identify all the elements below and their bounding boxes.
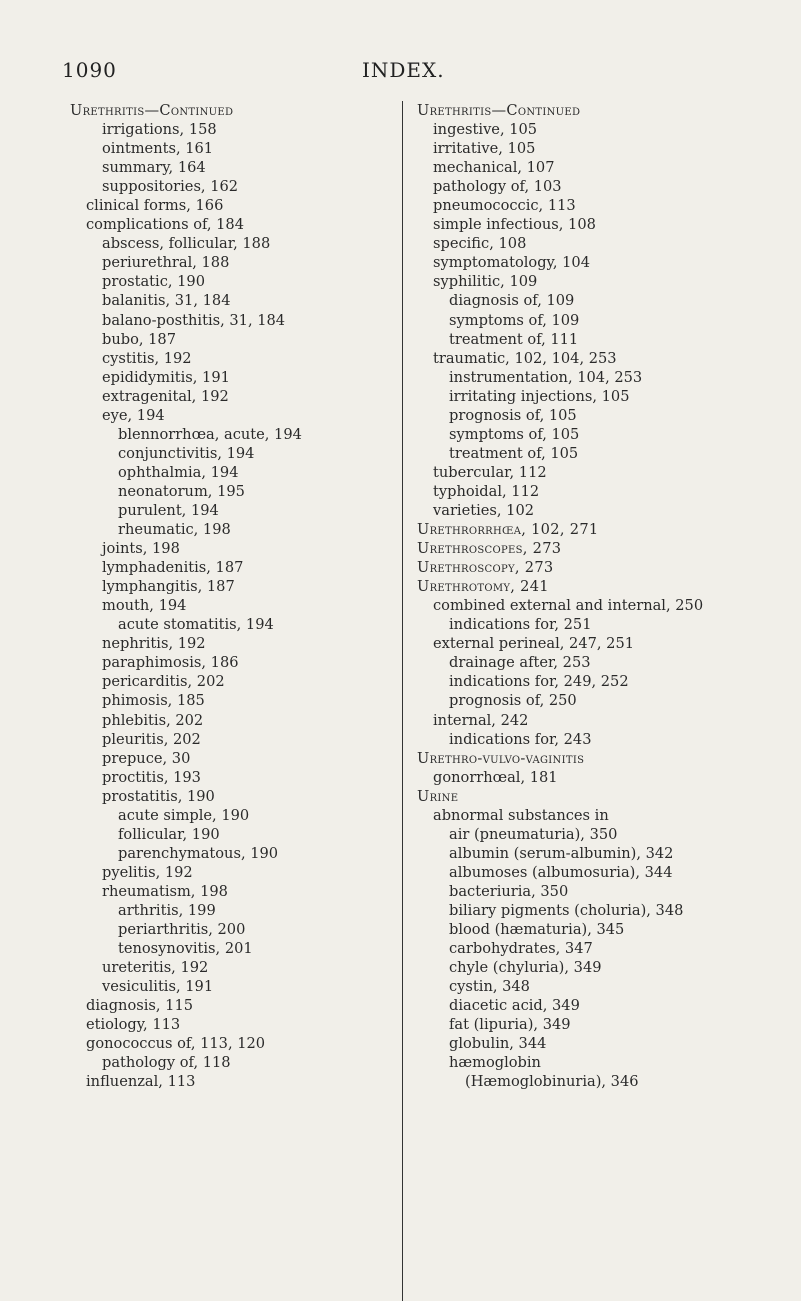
index-entry: irritative, 105: [433, 140, 536, 158]
running-head: INDEX.: [362, 58, 445, 82]
index-entry: Urethroscopes, 273: [417, 540, 562, 558]
index-entry: irrigations, 158: [102, 121, 217, 139]
index-entry: proctitis, 193: [102, 768, 201, 786]
index-entry: prostatitis, 190: [102, 787, 215, 805]
index-entry: conjunctivitis, 194: [118, 444, 255, 462]
index-entry: internal, 242: [433, 711, 529, 729]
index-entry: epididymitis, 191: [102, 368, 230, 386]
index-entry: instrumentation, 104, 253: [449, 368, 643, 386]
index-entry: pneumococcic, 113: [433, 197, 576, 215]
index-entry: Urethro-vulvo-vaginitis: [417, 749, 585, 767]
index-entry: traumatic, 102, 104, 253: [433, 349, 617, 367]
index-entry: albumin (serum-albumin), 342: [449, 844, 674, 862]
index-entry: combined external and internal, 250: [433, 597, 704, 615]
index-entry: arthritis, 199: [118, 901, 216, 919]
index-entry: chyle (chyluria), 349: [449, 959, 602, 977]
index-entry: rheumatic, 198: [118, 521, 231, 539]
index-entry: treatment of, 111: [449, 330, 579, 348]
index-entry: irritating injections, 105: [449, 387, 630, 405]
index-entry: Urethritis—Continued: [417, 102, 581, 119]
index-entry: parenchymatous, 190: [118, 844, 279, 862]
index-entry: pericarditis, 202: [102, 673, 225, 691]
index-entry: indications for, 249, 252: [449, 673, 629, 691]
index-entry: cystin, 348: [449, 978, 530, 996]
index-entry: bubo, 187: [102, 330, 177, 348]
index-entry: prostatic, 190: [102, 273, 205, 291]
index-entry: phimosis, 185: [102, 692, 205, 710]
index-entry: specific, 108: [433, 235, 527, 253]
index-entry: air (pneumaturia), 350: [449, 825, 618, 843]
index-entry: varieties, 102: [433, 501, 535, 519]
index-entry: bacteriuria, 350: [449, 882, 569, 900]
index-entry: diagnosis, 115: [86, 997, 194, 1015]
index-entry: Urethrorrhœa, 102, 271: [417, 521, 599, 539]
index-entry: Urethritis—Continued: [70, 102, 234, 119]
index-entry: purulent, 194: [118, 501, 219, 519]
index-entry: prepuce, 30: [102, 749, 191, 767]
index-entry: acute simple, 190: [118, 806, 250, 824]
index-entry: balanitis, 31, 184: [102, 292, 231, 310]
index-entry: periarthritis, 200: [118, 921, 246, 939]
index-entry: clinical forms, 166: [86, 197, 224, 215]
index-entry: syphilitic, 109: [433, 273, 538, 291]
index-entry: vesiculitis, 191: [102, 978, 214, 996]
index-entry: gonorrhœal, 181: [433, 768, 558, 786]
index-entry: albumoses (albumosuria), 344: [449, 863, 673, 881]
index-entry: cystitis, 192: [102, 349, 192, 367]
index-entry: diacetic acid, 349: [449, 997, 580, 1015]
index-entry: suppositories, 162: [102, 178, 239, 196]
index-entry: summary, 164: [102, 159, 206, 177]
index-entry: drainage after, 253: [449, 654, 591, 672]
index-column-left: [70, 101, 390, 1091]
index-entry: gonococcus of, 113, 120: [86, 1035, 266, 1053]
index-entry: lymphadenitis, 187: [102, 559, 244, 577]
index-entry: influenzal, 113: [86, 1073, 196, 1091]
page-number: 1090: [62, 58, 117, 82]
index-entry: tenosynovitis, 201: [118, 940, 253, 958]
index-entry: mouth, 194: [102, 597, 187, 615]
index-entry: ointments, 161: [102, 140, 214, 158]
index-entry: blood (hæmaturia), 345: [449, 921, 625, 939]
index-entry: (Hæmoglobinuria), 346: [465, 1073, 639, 1091]
index-entry: extragenital, 192: [102, 387, 229, 405]
index-entry: paraphimosis, 186: [102, 654, 239, 672]
index-entry: pyelitis, 192: [102, 863, 193, 881]
index-entry: nephritis, 192: [102, 635, 206, 653]
index-entry: phlebitis, 202: [102, 711, 204, 729]
index-entry: mechanical, 107: [433, 159, 555, 177]
index-entry: fat (lipuria), 349: [449, 1016, 571, 1034]
index-entry: neonatorum, 195: [118, 482, 245, 500]
index-entry: abscess, follicular, 188: [102, 235, 271, 253]
index-entry: carbohydrates, 347: [449, 940, 593, 958]
index-entry: complications of, 184: [86, 216, 244, 234]
index-entry: prognosis of, 105: [449, 406, 577, 424]
index-entry: rheumatism, 198: [102, 882, 228, 900]
index-entry: biliary pigments (choluria), 348: [449, 901, 684, 919]
index-entry: Urine: [417, 787, 459, 805]
index-entry: Urethroscopy, 273: [417, 559, 554, 577]
index-entry: blennorrhœa, acute, 194: [118, 425, 302, 443]
index-entry: typhoidal, 112: [433, 482, 540, 500]
index-entry: acute stomatitis, 194: [118, 616, 274, 634]
index-entry: ingestive, 105: [433, 121, 538, 139]
index-entry: Urethrotomy, 241: [417, 578, 549, 596]
index-entry: symptoms of, 105: [449, 425, 580, 443]
index-entry: lymphangitis, 187: [102, 578, 235, 596]
index-entry: ureteritis, 192: [102, 959, 209, 977]
index-column-right: [402, 101, 777, 1301]
index-entry: periurethral, 188: [102, 254, 230, 272]
index-entry: symptoms of, 109: [449, 311, 580, 329]
index-entry: ophthalmia, 194: [118, 463, 239, 481]
index-entry: prognosis of, 250: [449, 692, 577, 710]
index-entry: etiology, 113: [86, 1016, 181, 1034]
index-entry: pathology of, 103: [433, 178, 562, 196]
index-entry: pathology of, 118: [102, 1054, 231, 1072]
index-entry: tubercular, 112: [433, 463, 547, 481]
index-entry: globulin, 344: [449, 1035, 547, 1053]
index-entry: joints, 198: [102, 540, 180, 558]
index-entry: external perineal, 247, 251: [433, 635, 635, 653]
index-entry: follicular, 190: [118, 825, 220, 843]
index-entry: eye, 194: [102, 406, 165, 424]
index-entry: abnormal substances in: [433, 806, 609, 824]
index-entry: pleuritis, 202: [102, 730, 201, 748]
index-entry: simple infectious, 108: [433, 216, 596, 234]
index-entry: hæmoglobin: [449, 1054, 541, 1072]
index-entry: diagnosis of, 109: [449, 292, 575, 310]
index-entry: indications for, 251: [449, 616, 592, 634]
index-entry: treatment of, 105: [449, 444, 579, 462]
index-entry: balano-posthitis, 31, 184: [102, 311, 286, 329]
index-entry: indications for, 243: [449, 730, 592, 748]
index-entry: symptomatology, 104: [433, 254, 590, 272]
